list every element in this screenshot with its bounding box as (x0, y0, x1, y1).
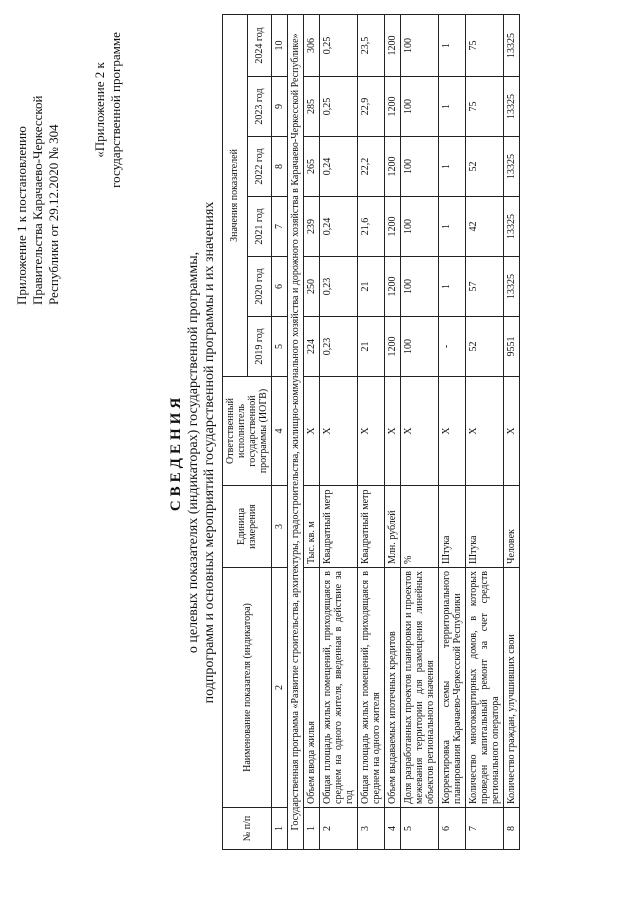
table-row (304, 14, 320, 849)
appendix-2-note (92, 25, 124, 195)
row-num: 3 (358, 808, 385, 850)
row-name: Количество граждан, улучшивших свои (504, 568, 520, 808)
col-number: 2 (272, 568, 288, 808)
row-unit: Квадратный метр (358, 486, 385, 568)
col-header-year: 2021 год (247, 197, 272, 257)
row-value: 23,5 (358, 14, 385, 76)
table-row (466, 14, 504, 849)
row-name: Объем ввода жилья (304, 568, 320, 808)
table-row (504, 14, 520, 849)
row-value: 42 (466, 197, 504, 257)
row-value: 13325 (504, 14, 520, 76)
row-num: 7 (466, 808, 504, 850)
row-value: 285 (304, 77, 320, 137)
row-value: 1200 (385, 317, 401, 377)
row-value: 75 (466, 14, 504, 76)
row-value: 1 (439, 14, 466, 76)
row-value: 13325 (504, 137, 520, 197)
column-numbers-row (272, 14, 288, 849)
table-row (385, 14, 401, 849)
row-unit: % (401, 486, 439, 568)
row-value: 0,24 (320, 137, 358, 197)
program-title: Государственная программа «Развитие строительства, архитектуры, градостроительства, жилищно-коммунального хозяйства и дорожного хозяйства в Карачаево-Черкесской Республике» (288, 14, 304, 849)
row-value: 0,25 (320, 77, 358, 137)
row-name: Общая площадь жилых помещений, приходящаяся в среднем на одного жителя, введенная в действие за год (320, 568, 358, 808)
row-value: 75 (466, 77, 504, 137)
appendix-2-line-2: государственной программе (108, 32, 123, 188)
row-value: 1 (439, 197, 466, 257)
col-number: 6 (272, 257, 288, 317)
col-number: 7 (272, 197, 288, 257)
row-responsible: X (320, 377, 358, 486)
table-row (358, 14, 385, 849)
row-value: 13325 (504, 257, 520, 317)
row-value: 9551 (504, 317, 520, 377)
row-value: - (439, 317, 466, 377)
table-row (320, 14, 358, 849)
row-value: 52 (466, 137, 504, 197)
doc-subtitle-2: подпрограмм и основных мероприятий государственной программы и их значениях (202, 201, 217, 704)
row-num: 8 (504, 808, 520, 850)
col-number: 1 (272, 808, 288, 850)
row-value: 224 (304, 317, 320, 377)
row-unit: Штука (466, 486, 504, 568)
row-value: 0,23 (320, 317, 358, 377)
row-value: 100 (401, 137, 439, 197)
row-value: 21 (358, 257, 385, 317)
row-value: 100 (401, 14, 439, 76)
col-header-unit: Единица измерения (223, 486, 272, 568)
row-num: 1 (304, 808, 320, 850)
col-number: 4 (272, 377, 288, 486)
row-responsible: X (385, 377, 401, 486)
row-value: 52 (466, 317, 504, 377)
row-responsible: X (304, 377, 320, 486)
row-unit: Человек (504, 486, 520, 568)
row-num: 2 (320, 808, 358, 850)
row-unit: Тыс. кв. м (304, 486, 320, 568)
col-header-year: 2024 год (247, 14, 272, 76)
col-header-responsible: Ответственный исполнитель государственной программы (ИОГВ) (223, 377, 272, 486)
row-unit: Млн. рублей (385, 486, 401, 568)
row-name: Количество многоквартирных домов, в которых проведен капитальный ремонт за счет средств регионального оператора (466, 568, 504, 808)
col-header-values: Значения показателей (223, 14, 248, 376)
row-value: 1200 (385, 257, 401, 317)
table-row (439, 14, 466, 849)
table-row (401, 14, 439, 849)
row-num: 4 (385, 808, 401, 850)
row-value: 22,9 (358, 77, 385, 137)
row-value: 100 (401, 257, 439, 317)
col-header-year: 2019 год (247, 317, 272, 377)
col-header-num: № п/п (223, 808, 272, 850)
row-value: 0,23 (320, 257, 358, 317)
row-value: 21 (358, 317, 385, 377)
row-unit: Квадратный метр (320, 486, 358, 568)
appendix-line-2: Правительства Карачаево-Черкесской (30, 95, 45, 305)
col-number: 8 (272, 137, 288, 197)
col-number: 3 (272, 486, 288, 568)
row-value: 1200 (385, 14, 401, 76)
row-value: 100 (401, 77, 439, 137)
row-value: 1200 (385, 197, 401, 257)
row-value: 1 (439, 137, 466, 197)
appendix-note (14, 25, 62, 305)
col-header-name: Наименование показателя (индикатора) (223, 568, 272, 808)
row-responsible: X (504, 377, 520, 486)
col-header-year: 2020 год (247, 257, 272, 317)
row-value: 306 (304, 14, 320, 76)
row-value: 250 (304, 257, 320, 317)
row-value: 100 (401, 317, 439, 377)
row-num: 5 (401, 808, 439, 850)
col-header-year: 2023 год (247, 77, 272, 137)
row-value: 1200 (385, 77, 401, 137)
row-value: 0,24 (320, 197, 358, 257)
row-name: Корректировка схемы территориального планирования Карачаево-Черкесской Республики (439, 568, 466, 808)
row-num: 6 (439, 808, 466, 850)
appendix-line-1: Приложение 1 к постановлению (14, 126, 29, 305)
doc-subtitle-1: о целевых показателях (индикаторах) государственной программы, (186, 251, 201, 654)
appendix-line-3: Республики от 29.12.2020 № 304 (46, 124, 61, 305)
row-value: 1 (439, 77, 466, 137)
row-name: Общая площадь жилых помещений, приходящаяся в среднем на одного жителя (358, 568, 385, 808)
row-value: 13325 (504, 197, 520, 257)
header-row (223, 14, 248, 849)
row-value: 1 (439, 257, 466, 317)
row-value: 265 (304, 137, 320, 197)
row-responsible: X (466, 377, 504, 486)
col-number: 9 (272, 77, 288, 137)
row-responsible: X (439, 377, 466, 486)
col-header-year: 2022 год (247, 137, 272, 197)
row-value: 57 (466, 257, 504, 317)
col-number: 5 (272, 317, 288, 377)
row-unit: Штука (439, 486, 466, 568)
row-name: Объем выдаваемых ипотечных кредитов (385, 568, 401, 808)
row-value: 100 (401, 197, 439, 257)
row-value: 239 (304, 197, 320, 257)
row-responsible: X (401, 377, 439, 486)
row-value: 22,2 (358, 137, 385, 197)
row-name: Доля разработанных проектов планировки и проектов межевания территории для размещения линейных объектов регионального значения (401, 568, 439, 808)
indicators-table (222, 14, 520, 850)
doc-title: СВЕДЕНИЯ (168, 393, 184, 512)
col-number: 10 (272, 14, 288, 76)
row-value: 13325 (504, 77, 520, 137)
row-value: 1200 (385, 137, 401, 197)
appendix-2-line-1: «Приложение 2 к (92, 62, 107, 158)
row-value: 21,6 (358, 197, 385, 257)
program-row (288, 14, 304, 849)
row-value: 0,25 (320, 14, 358, 76)
row-responsible: X (358, 377, 385, 486)
